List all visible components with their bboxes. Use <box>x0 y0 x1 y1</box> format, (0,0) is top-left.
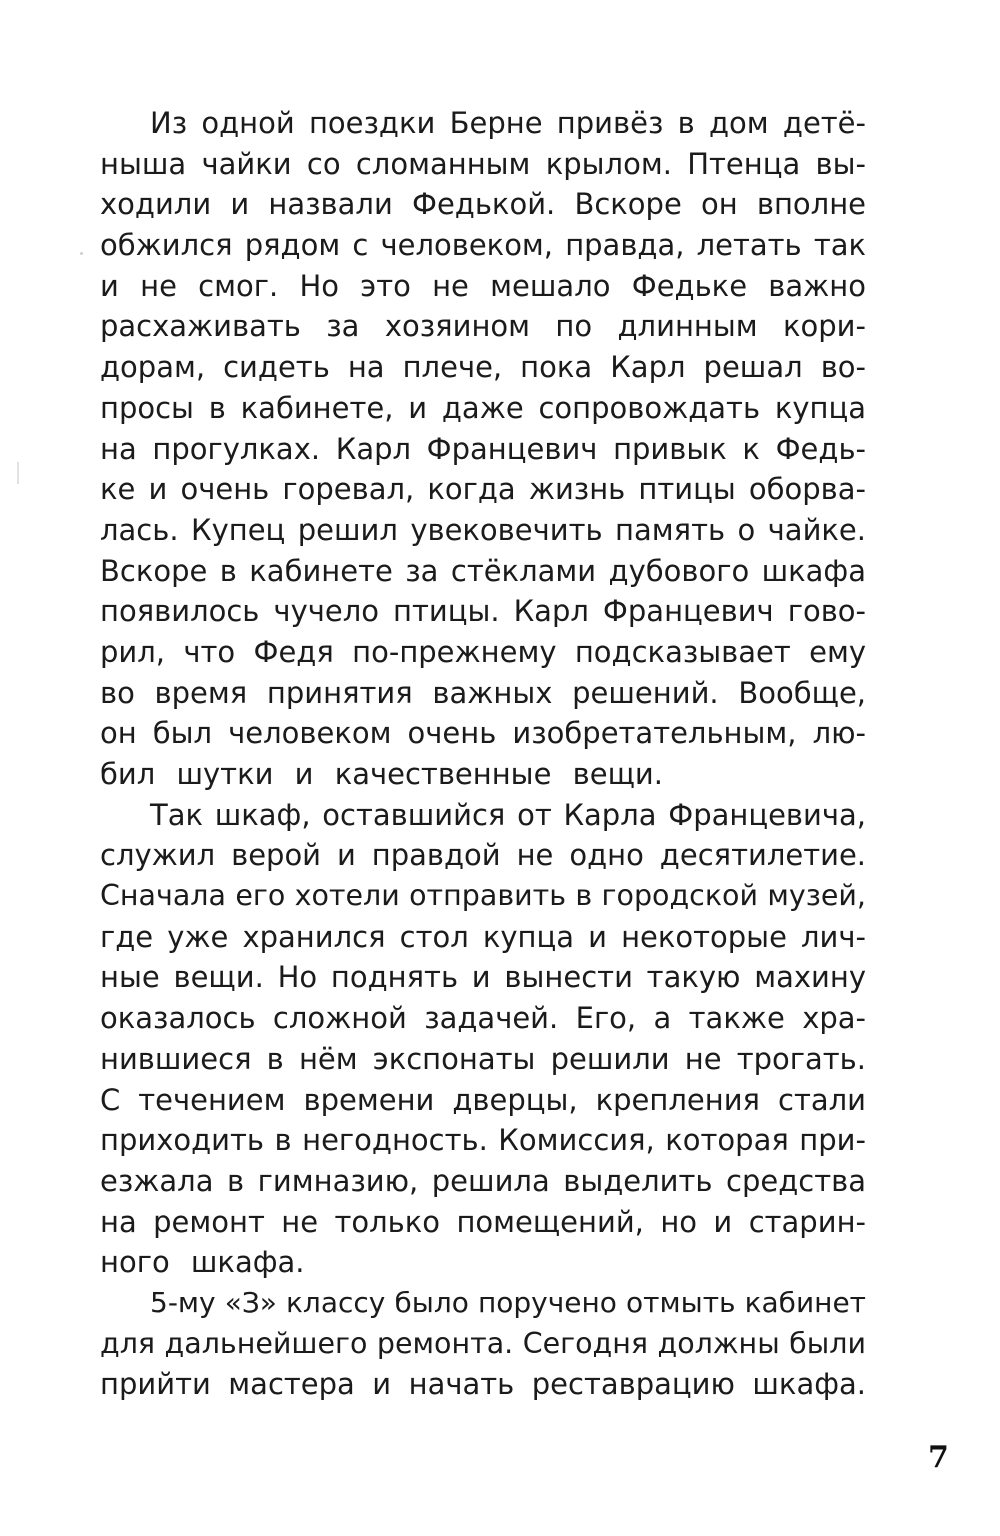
text-line: ные вещи. Но поднять и вынести такую махину <box>100 960 866 995</box>
text-line: Так шкаф, оставшийся от Карла Францевича, <box>150 797 866 832</box>
text-line: приходить в негодность. Комиссия, которая при- <box>100 1123 866 1158</box>
text-line: ного шкафа. <box>100 1245 305 1280</box>
text-line: расхаживать за хозяином по длинным кори- <box>100 309 866 344</box>
page-number: 7 <box>928 1440 949 1475</box>
text-line: появилось чучело птицы. Карл Францевич гово- <box>100 594 866 629</box>
text-line: дорам, сидеть на плече, пока Карл решал во- <box>100 350 866 385</box>
scan-speck <box>17 462 19 484</box>
paragraph-2 <box>100 795 866 1283</box>
paragraph-1 <box>100 103 866 795</box>
text-line: прийти мастера и начать реставрацию шкафа. <box>100 1367 866 1402</box>
text-line: ходили и назвали Федькой. Вскоре он вполне <box>100 187 866 222</box>
text-line: он был человеком очень изобретательным, лю- <box>100 716 866 751</box>
text-line: ке и очень горевал, когда жизнь птицы оборва- <box>100 472 866 507</box>
text-line: рил, что Федя по-прежнему подсказывает ему <box>100 634 866 669</box>
text-line: Из одной поездки Берне привёз в дом детё- <box>150 106 866 140</box>
text-line: служил верой и правдой не одно десятилетие. <box>100 838 866 873</box>
text-line: ныша чайки со сломанным крылом. Птенца вы- <box>100 146 866 181</box>
text-line: С течением времени дверцы, крепления стали <box>100 1082 866 1117</box>
text-line: езжала в гимназию, решила выделить средства <box>100 1163 866 1198</box>
text-line: оказалось сложной задачей. Его, а также хра- <box>100 1001 866 1036</box>
paragraph-3 <box>100 1283 866 1405</box>
text-line: Сначала его хотели отправить в городской музей, <box>100 879 866 913</box>
text-line: лась. Купец решил увековечить память о чайке. <box>100 512 866 547</box>
text-body <box>100 103 866 1405</box>
text-line: для дальнейшего ремонта. Сегодня должны были <box>100 1326 866 1360</box>
text-line: где уже хранился стол купца и некоторые лич- <box>100 919 866 954</box>
text-line: бил шутки и качественные вещи. <box>100 757 663 791</box>
text-line: 5-му «З» классу было поручено отмыть кабинет <box>150 1285 866 1319</box>
text-line: Вскоре в кабинете за стёклами дубового шкафа <box>100 553 866 588</box>
text-line: нившиеся в нём экспонаты решили не трогать. <box>100 1041 866 1076</box>
text-line: просы в кабинете, и даже сопровождать купца <box>100 390 866 425</box>
text-line: во время принятия важных решений. Вообще, <box>100 675 866 710</box>
scan-speck <box>80 252 83 255</box>
text-line: на ремонт не только помещений, но и старин- <box>100 1204 866 1239</box>
text-line: и не смог. Но это не мешало Федьке важно <box>100 268 866 303</box>
text-line: обжился рядом с человеком, правда, летать так <box>100 228 866 263</box>
text-line: на прогулках. Карл Францевич привык к Федь- <box>100 431 866 466</box>
